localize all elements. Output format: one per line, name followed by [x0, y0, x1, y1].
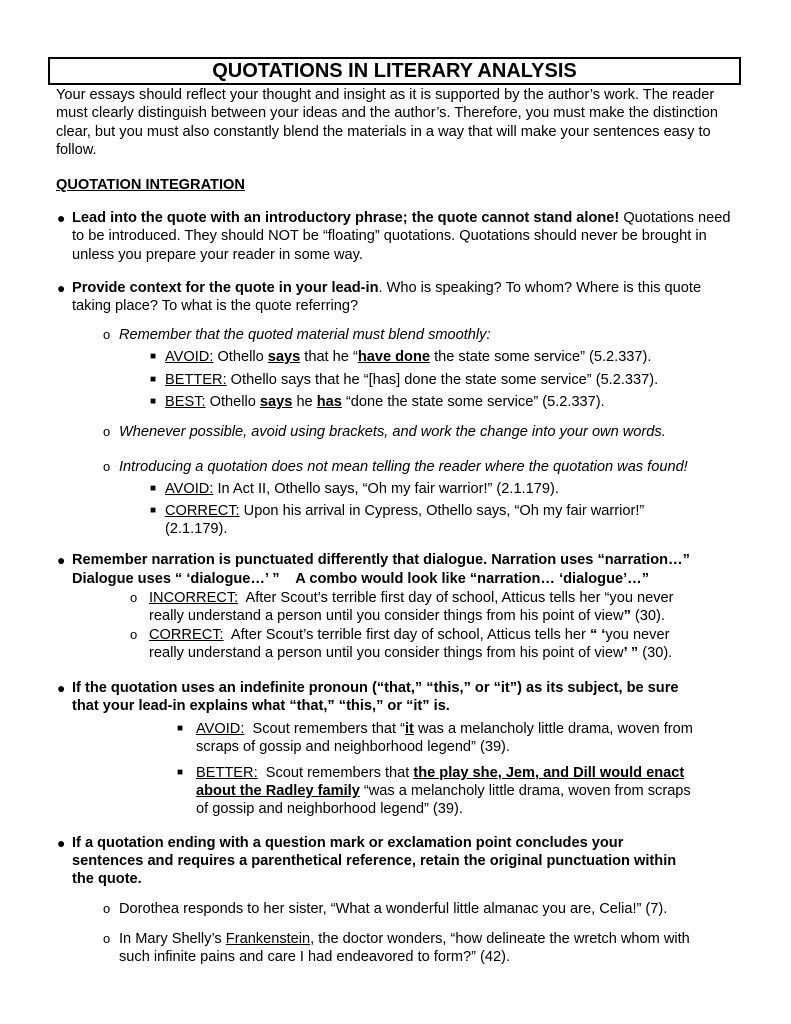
example-frankenstein	[119, 930, 690, 948]
example-incorrect-line2	[149, 607, 665, 625]
circle-bullet: o	[103, 459, 111, 474]
bullet-3-line1: Remember narration is punctuated differently that dialogue. Narration uses “narration…”	[72, 552, 690, 568]
text: was a melancholy little drama, woven from	[413, 721, 693, 737]
example-dorothea: Dorothea responds to her sister, “What a wonderful little almanac you are, Celia!” (7).	[119, 901, 668, 917]
avoid-label: AVOID:	[165, 349, 214, 365]
emphasis: says	[267, 349, 301, 365]
circle-bullet: o	[103, 931, 111, 946]
text: Scout remembers that	[257, 765, 414, 781]
bullet-1-bold: Lead into the quote with an introductory phrase; the quote cannot stand alone!	[72, 210, 620, 226]
better-label: BETTER:	[196, 765, 258, 781]
example-avoid-2	[165, 480, 559, 498]
emphasis: has	[316, 394, 342, 410]
correct-label: CORRECT:	[149, 627, 224, 643]
page-title: QUOTATIONS IN LITERARY ANALYSIS	[48, 57, 741, 85]
square-bullet: ■	[150, 505, 157, 516]
quote-mark: ’ ”	[623, 645, 639, 661]
circle-bullet: o	[103, 424, 111, 439]
text: Scout remembers that “	[244, 721, 405, 737]
example-incorrect	[149, 589, 674, 607]
bullet-dot: ●	[57, 680, 66, 696]
emphasis: it	[404, 721, 414, 737]
text: Othello says that he “[has] done the state some service” (5.2.337).	[226, 372, 659, 388]
avoid-label: AVOID:	[196, 721, 245, 737]
example-correct-3	[149, 626, 669, 644]
square-bullet: ■	[150, 483, 157, 494]
bullet-3-line2: Dialogue uses “ ‘dialogue…’ ” A combo would look like “narration… ‘dialogue’…”	[72, 571, 650, 587]
bullet-4-line2: that your lead-in explains what “that,” “this,” or “it” is.	[72, 698, 450, 714]
text: After Scout’s terrible first day of school, Atticus tells her	[223, 627, 590, 643]
section-heading: QUOTATION INTEGRATION	[56, 177, 245, 193]
bullet-4-line1: If the quotation uses an indefinite pronoun (“that,” “this,” or “it”) as its subject, be sure	[72, 680, 679, 696]
circle-bullet: o	[103, 327, 111, 342]
square-bullet: ■	[150, 374, 157, 385]
sub-remember: Remember that the quoted material must blend smoothly:	[119, 327, 491, 343]
bullet-1-text: Quotations need to be introduced. They should NOT be “floating” quotations. Quotations should never be brought in unless you prepare your reader in some way.	[72, 210, 731, 263]
text: Othello	[213, 349, 268, 365]
bullet-2-bold: Provide context for the quote in your lead-in	[72, 280, 379, 296]
square-bullet: ■	[150, 396, 157, 407]
text: “was a melancholy little drama, woven from scraps	[359, 783, 691, 799]
example-frankenstein-line2: such infinite pains and care I had endeavored to form?” (42).	[119, 949, 511, 965]
better-label: BETTER:	[165, 372, 227, 388]
circle-bullet: o	[130, 627, 138, 642]
best-label: BEST:	[165, 394, 206, 410]
bullet-5-line2: sentences and requires a parenthetical reference, retain the original punctuation within	[72, 853, 677, 869]
sub-introducing: Introducing a quotation does not mean telling the reader where the quotation was found!	[119, 459, 688, 475]
example-avoid-1	[165, 348, 651, 366]
text: really understand a person until you consider things from his point of view	[149, 608, 624, 624]
text: (30).	[638, 645, 673, 661]
book-title: Frankenstein	[225, 931, 311, 947]
text: (30).	[630, 608, 665, 624]
text: really understand a person until you consider things from his point of view	[149, 645, 624, 661]
square-bullet: ■	[150, 351, 157, 362]
text: you never	[605, 627, 670, 643]
emphasis: about the Radley family	[196, 783, 360, 799]
quote-mark: ”	[623, 608, 631, 624]
example-correct-2-cite: (2.1.179).	[165, 521, 228, 537]
intro-paragraph: Your essays should reflect your thought and insight as it is supported by the author’s work. The reader must clearly distinguish between your ideas and the author’s. Therefore, you must make the distinction clear, but you must also constantly blend the materials in a way that will make your sentences easy to follow.	[56, 87, 718, 158]
text: Othello	[205, 394, 260, 410]
avoid-label: AVOID:	[165, 481, 214, 497]
bullet-dot: ●	[57, 835, 66, 851]
example-better-4	[196, 764, 684, 782]
bullet-dot: ●	[57, 280, 66, 296]
correct-label: CORRECT:	[165, 503, 240, 519]
bullet-2	[72, 279, 737, 316]
square-bullet: ■	[177, 767, 184, 778]
text: he	[292, 394, 317, 410]
text: “done the state some service” (5.2.337).	[341, 394, 605, 410]
example-better-4-line2	[196, 782, 691, 800]
example-correct-2	[165, 502, 644, 520]
example-correct-3-line2	[149, 644, 672, 662]
example-avoid-4	[196, 720, 693, 738]
example-avoid-4-line2: scraps of gossip and neighborhood legend” (39).	[196, 739, 510, 755]
circle-bullet: o	[103, 901, 111, 916]
quote-mark: “ ‘	[589, 627, 606, 643]
emphasis: have done	[357, 349, 431, 365]
bullet-dot: ●	[57, 210, 66, 226]
text: that he “	[300, 349, 358, 365]
bullet-1	[72, 209, 742, 264]
example-best-1	[165, 393, 605, 411]
text: the state some service” (5.2.337).	[430, 349, 652, 365]
emphasis: says	[259, 394, 293, 410]
text: After Scout’s terrible first day of school, Atticus tells her “you never	[238, 590, 674, 606]
bullet-5-line3: the quote.	[72, 871, 142, 887]
incorrect-label: INCORRECT:	[149, 590, 239, 606]
text: In Act II, Othello says, “Oh my fair warrior!” (2.1.179).	[213, 481, 559, 497]
example-better-4-line3: of gossip and neighborhood legend” (39).	[196, 801, 463, 817]
bullet-5-line1: If a quotation ending with a question mark or exclamation point concludes your	[72, 835, 624, 851]
example-better-1	[165, 371, 658, 389]
bullet-dot: ●	[57, 552, 66, 568]
text: , the doctor wonders, “how delineate the wretch whom with	[310, 931, 690, 947]
bullet-2-text: . Who is speaking? To whom? Where is this quote taking place? To what is the quote referring?	[72, 280, 702, 315]
emphasis: the play she, Jem, and Dill would enact	[413, 765, 685, 781]
text: In Mary Shelly’s	[119, 931, 226, 947]
sub-brackets: Whenever possible, avoid using brackets, and work the change into your own words.	[119, 424, 666, 440]
square-bullet: ■	[177, 723, 184, 734]
text: Upon his arrival in Cypress, Othello says, “Oh my fair warrior!”	[239, 503, 645, 519]
circle-bullet: o	[130, 590, 138, 605]
